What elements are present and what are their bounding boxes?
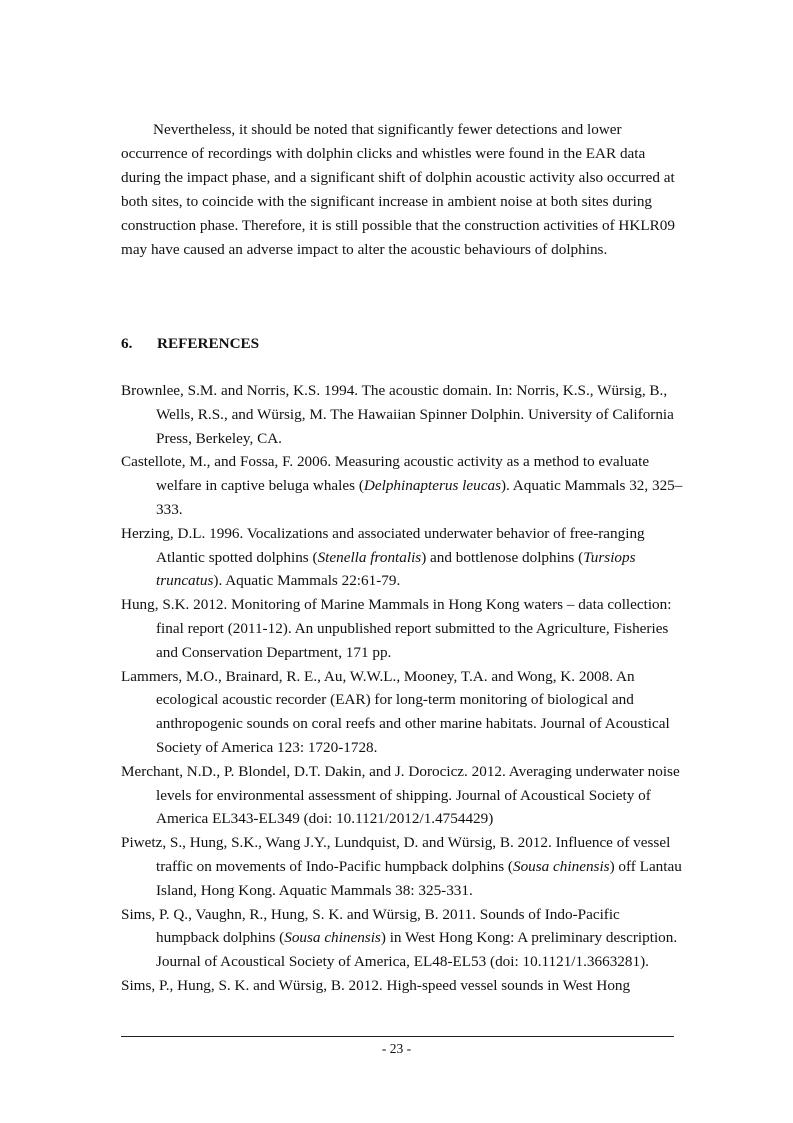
species-name: Sousa chinensis	[284, 929, 381, 947]
section-number: 6.	[121, 335, 133, 352]
section-heading	[121, 332, 259, 356]
reference-item: Brownlee, S.M. and Norris, K.S. 1994. The acoustic domain. In: Norris, K.S., Würsig, B., Wells, R.S., and Würsig, M. The Hawaiian Spinner Dolphin. University of California Press, Berkeley, CA.	[121, 382, 674, 447]
body-paragraph: Nevertheless, it should be noted that significantly fewer detections and lower occurrence of recordings with dolphin clicks and whistles were found in the EAR data during the impact phase, and a significant shift of dolphin acoustic activity also occurred at both sites, to coincide with the significant increase in ambient noise at both sites during construction phase. Therefore, it is still possible that the construction activities of HKLR09 may have caused an adverse impact to alter the acoustic behaviours of dolphins.	[121, 121, 675, 258]
reference-item: Sims, P., Hung, S. K. and Würsig, B. 2012. High-speed vessel sounds in West Hong	[121, 976, 631, 994]
footer-divider	[121, 1036, 674, 1037]
reference-list	[121, 379, 686, 998]
species-name: Tursiops truncatus	[156, 548, 636, 590]
reference-item: Merchant, N.D., P. Blondel, D.T. Dakin, and J. Dorocicz. 2012. Averaging underwater noise levels for environmental assessment of shipping. Journal of Acoustical Society of America EL343-EL349 (doi: 10.1121/2012/1.4754429)	[121, 762, 680, 828]
reference-item: Herzing, D.L. 1996. Vocalizations and associated underwater behavior of free-ranging Atlantic spotted dolphins (Stenella frontalis) and bottlenose dolphins (Tursiops truncatus). Aquatic Mammals 22:61-79.	[121, 524, 645, 590]
species-name: Sousa chinensis	[512, 857, 610, 875]
species-name: Stenella frontalis	[317, 548, 422, 566]
page-number: - 23 -	[381, 1041, 412, 1056]
section-title: REFERENCES	[157, 335, 260, 352]
reference-item: Piwetz, S., Hung, S.K., Wang J.Y., Lundquist, D. and Würsig, B. 2012. Influence of vessel traffic on movements of Indo-Pacific humpback dolphins (Sousa chinensis) off Lantau Island, Hong Kong. Aquatic Mammals 38: 325-331.	[121, 834, 682, 899]
reference-item: Hung, S.K. 2012. Monitoring of Marine Mammals in Hong Kong waters – data collection: final report (2011-12). An unpublished report submitted to the Agriculture, Fisheries and Conservation Department, 171 pp.	[121, 596, 672, 661]
species-name: Delphinapterus leucas	[363, 477, 501, 495]
reference-item: Castellote, M., and Fossa, F. 2006. Measuring acoustic activity as a method to evaluate welfare in captive beluga whales (Delphinapterus leucas). Aquatic Mammals 32, 325–333.	[121, 453, 683, 518]
reference-item: Sims, P. Q., Vaughn, R., Hung, S. K. and Würsig, B. 2011. Sounds of Indo-Pacific humpback dolphins (Sousa chinensis) in West Hong Kong: A preliminary description. Journal of Acoustical Society of America, EL48-EL53 (doi: 10.1121/1.3663281).	[121, 905, 678, 971]
reference-item: Lammers, M.O., Brainard, R. E., Au, W.W.L., Mooney, T.A. and Wong, K. 2008. An ecological acoustic recorder (EAR) for long-term monitoring of biological and anthropogenic sounds on coral reefs and other marine habitats. Journal of Acoustical Society of America 123: 1720-1728.	[121, 667, 670, 756]
